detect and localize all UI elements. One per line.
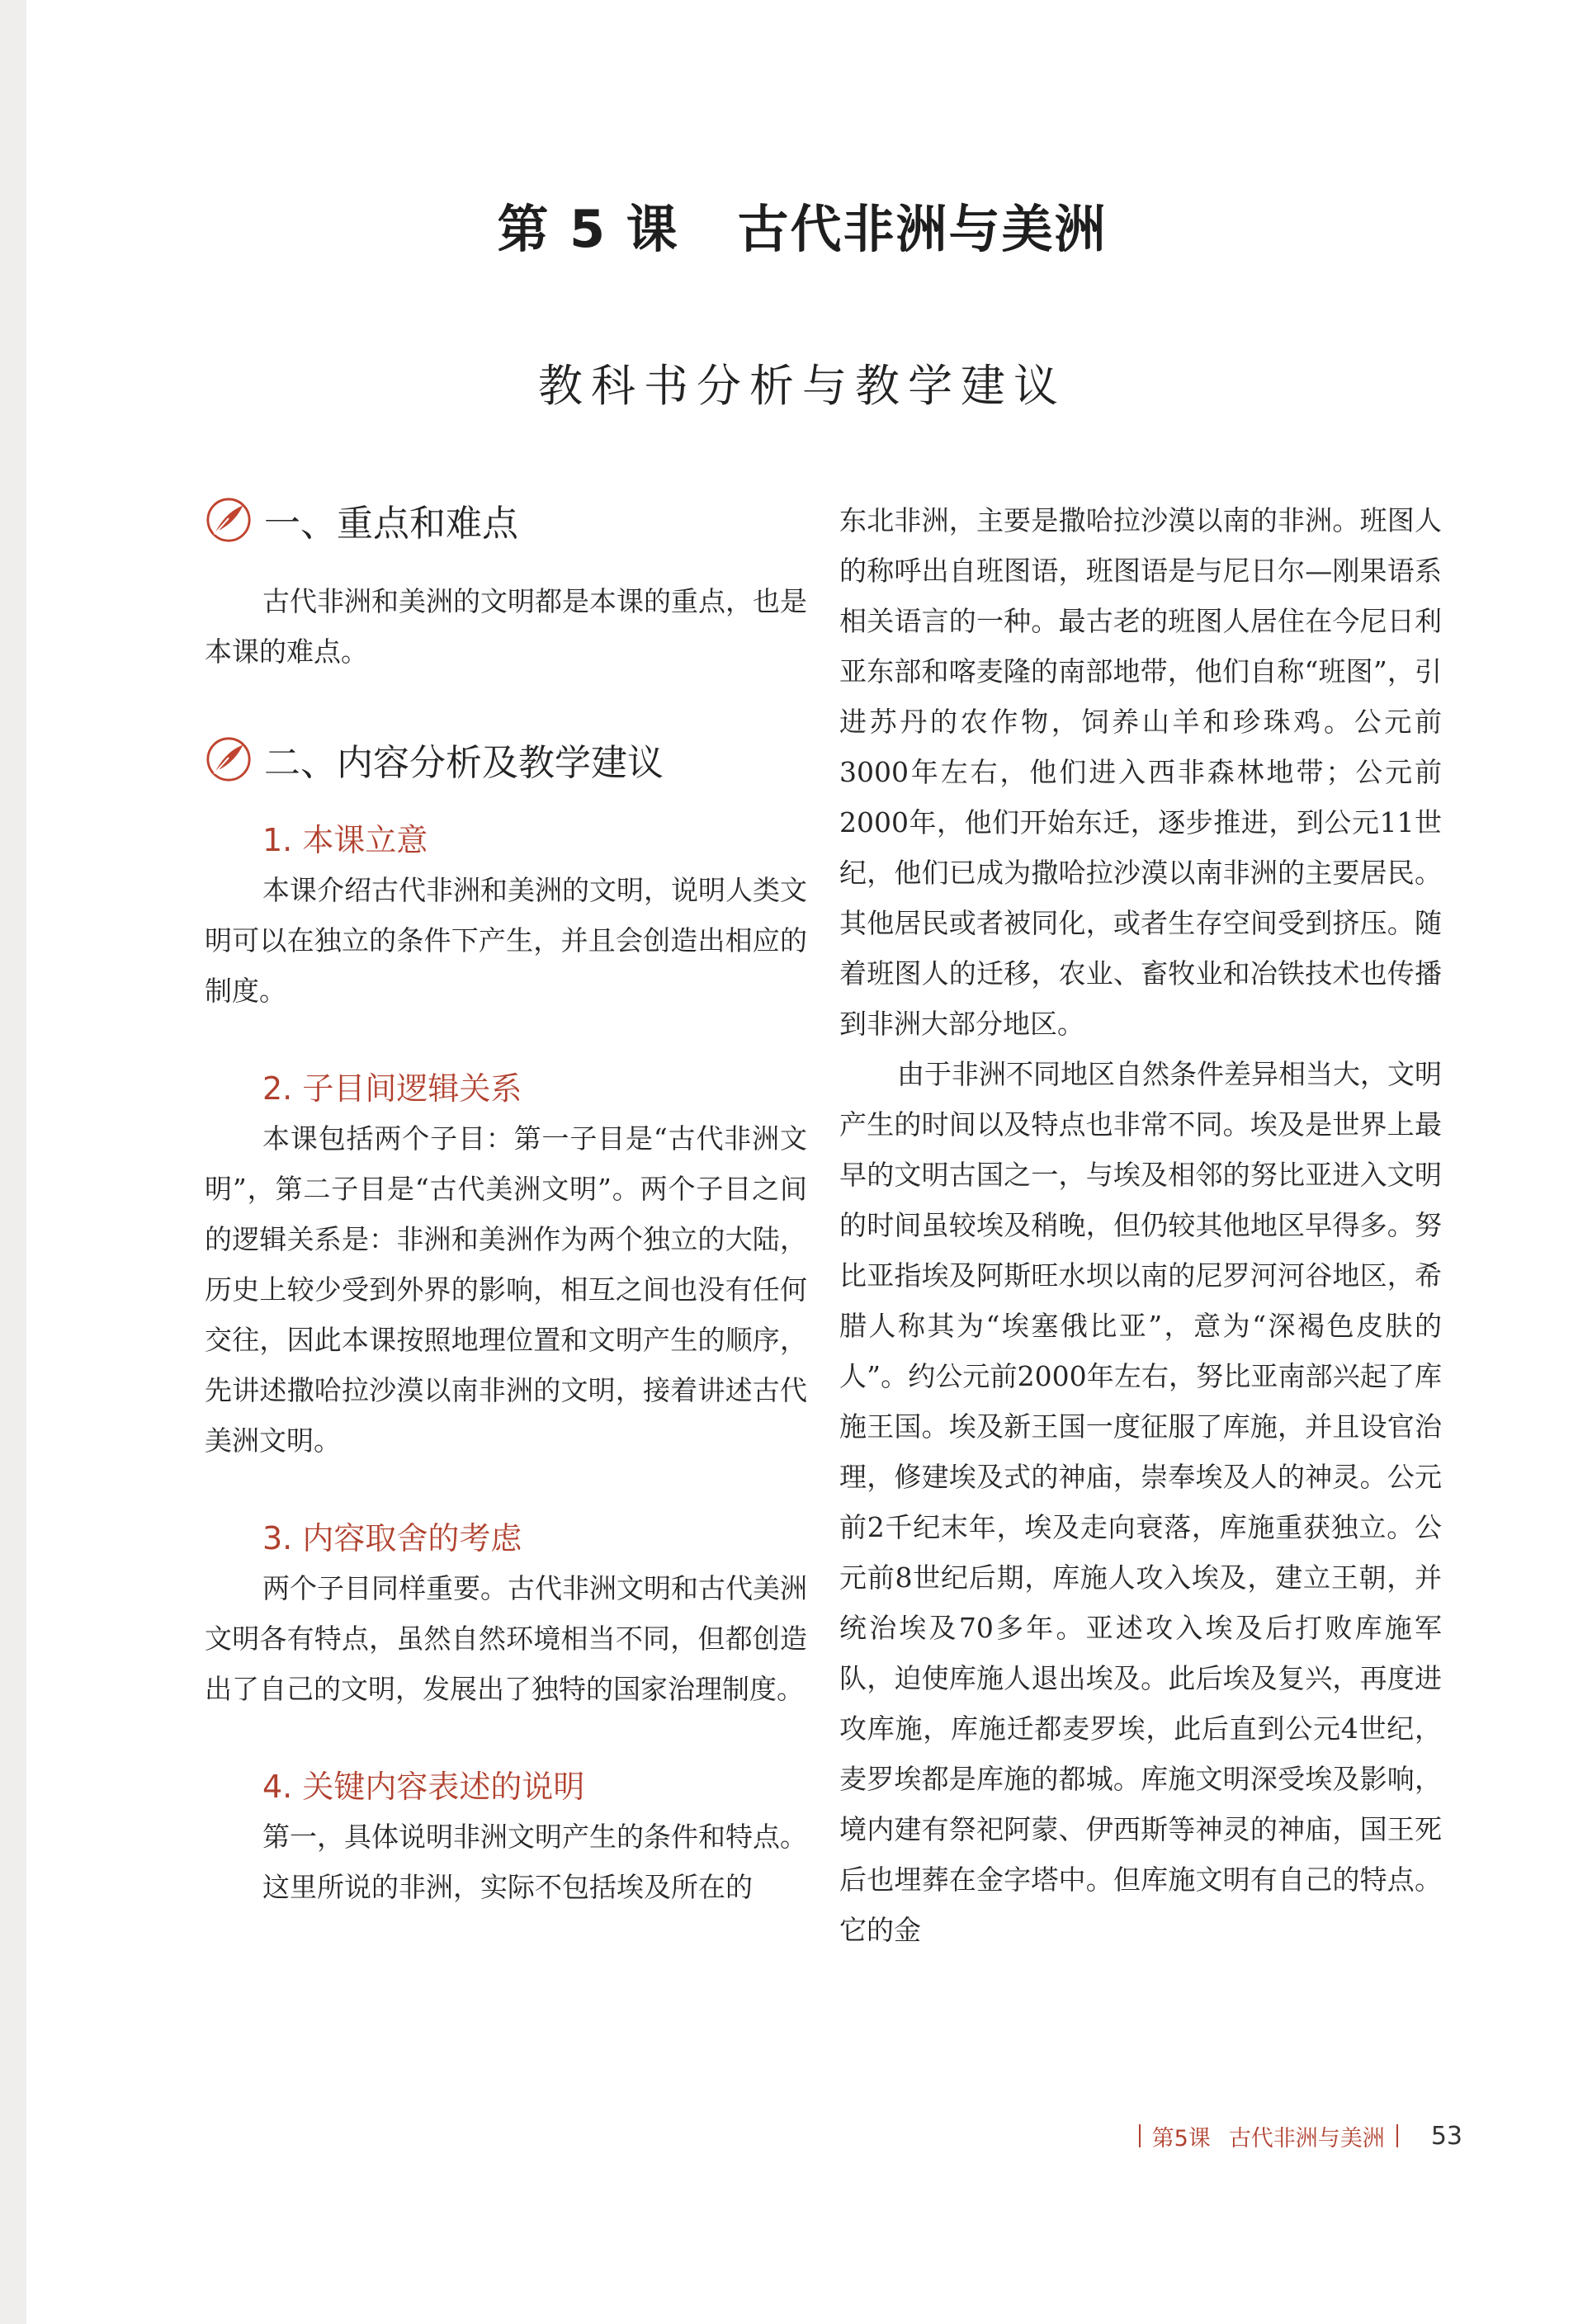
lesson-title: 第 5 课 古代非洲与美洲 <box>497 199 1108 259</box>
left-column <box>205 487 807 1912</box>
feather-quill-icon <box>205 496 253 544</box>
section-heading-key-points <box>205 487 807 553</box>
footer-divider <box>1139 2124 1141 2147</box>
paragraph: 由于非洲不同地区自然条件差异相当大，文明产生的时间以及特点也非常不同。埃及是世界上最早的文明古国之一，与埃及相邻的努比亚进入文明的时间虽较埃及稍晚，但仍较其他地区早得多。努比亚指埃及阿斯旺水坝以南的尼罗河河谷地区，希腊人称其为“埃塞俄比亚”，意为“深褐色皮肤的人”。约公元前2000年左右，努比亚南部兴起了库施王国。埃及新王国一度征服了库施，并且设官治理，修建埃及式的神庙，崇奉埃及人的神灵。公元前2千纪末年，埃及走向衰落，库施重获独立。公元前8世纪后期，库施人攻入埃及，建立王朝，并统治埃及70多年。亚述攻入埃及后打败库施军队，迫使库施人退出埃及。此后埃及复兴，再度进攻库施，库施迁都麦罗埃，此后直到公元4世纪，麦罗埃都是库施的都城。库施文明深受埃及影响，境内建有祭祀阿蒙、伊西斯等神灵的神庙，国王死后也埋葬在金字塔中。但库施文明有自己的特点。它的金 <box>839 1058 1442 1946</box>
section-subtitle: 教科书分析与教学建议 <box>538 360 1066 412</box>
page <box>26 0 1578 2324</box>
subheading-content-selection: 3. 内容取舍的考虑 <box>262 1520 522 1556</box>
paragraph: 本课包括两个子目：第一子目是“古代非洲文明”，第二子目是“古代美洲文明”。两个子目之间的逻辑关系是：非洲和美洲作为两个独立的大陆，历史上较少受到外界的影响，相互之间也没有任何交往，因此本课按照地理位置和文明产生的顺序，先讲述撒哈拉沙漠以南非洲的文明，接着讲述古代美洲文明。 <box>205 1122 807 1457</box>
footer-lesson: 第5课 <box>1151 2125 1211 2152</box>
section-heading-content-analysis <box>205 726 807 792</box>
right-column <box>839 495 1442 1955</box>
page-number: 53 <box>1430 2121 1462 2151</box>
paragraph: 本课介绍古代非洲和美洲的文明，说明人类文明可以在独立的条件下产生，并且会创造出相应的制度。 <box>205 874 807 1007</box>
paragraph: 两个子目同样重要。古代非洲文明和古代美洲文明各有特点，虽然自然环境相当不同，但都创造出了自己的文明，发展出了独特的国家治理制度。 <box>205 1572 807 1705</box>
paragraph: 第一，具体说明非洲文明产生的条件和特点。 <box>262 1821 807 1853</box>
subheading-logic-relation: 2. 子目间逻辑关系 <box>262 1070 522 1107</box>
footer-divider <box>1396 2124 1398 2147</box>
subheading-key-content: 4. 关键内容表述的说明 <box>262 1769 585 1805</box>
footer-title: 古代非洲与美洲 <box>1228 2125 1385 2152</box>
feather-quill-icon <box>205 735 253 783</box>
section-heading-text: 一、重点和难点 <box>264 503 518 545</box>
page-footer <box>1033 2118 1462 2154</box>
paragraph: 古代非洲和美洲的文明都是本课的重点，也是本课的难点。 <box>205 585 807 668</box>
paragraph: 这里所说的非洲，实际不包括埃及所在的 <box>262 1871 753 1903</box>
paragraph: 东北非洲，主要是撒哈拉沙漠以南的非洲。班图人的称呼出自班图语，班图语是与尼日尔—刚果语系相关语言的一种。最古老的班图人居住在今尼日利亚东部和喀麦隆的南部地带，他们自称“班图”，引进苏丹的农作物，饲养山羊和珍珠鸡。公元前3000年左右，他们进入西非森林地带；公元前2000年，他们开始东迁，逐步推进，到公元11世纪，他们已成为撒哈拉沙漠以南非洲的主要居民。其他居民或者被同化，或者生存空间受到挤压。随着班图人的迁移，农业、畜牧业和冶铁技术也传播到非洲大部分地区。 <box>839 504 1442 1040</box>
section-heading-text: 二、内容分析及教学建议 <box>264 742 664 784</box>
subheading-lesson-intent: 1. 本课立意 <box>262 822 428 858</box>
